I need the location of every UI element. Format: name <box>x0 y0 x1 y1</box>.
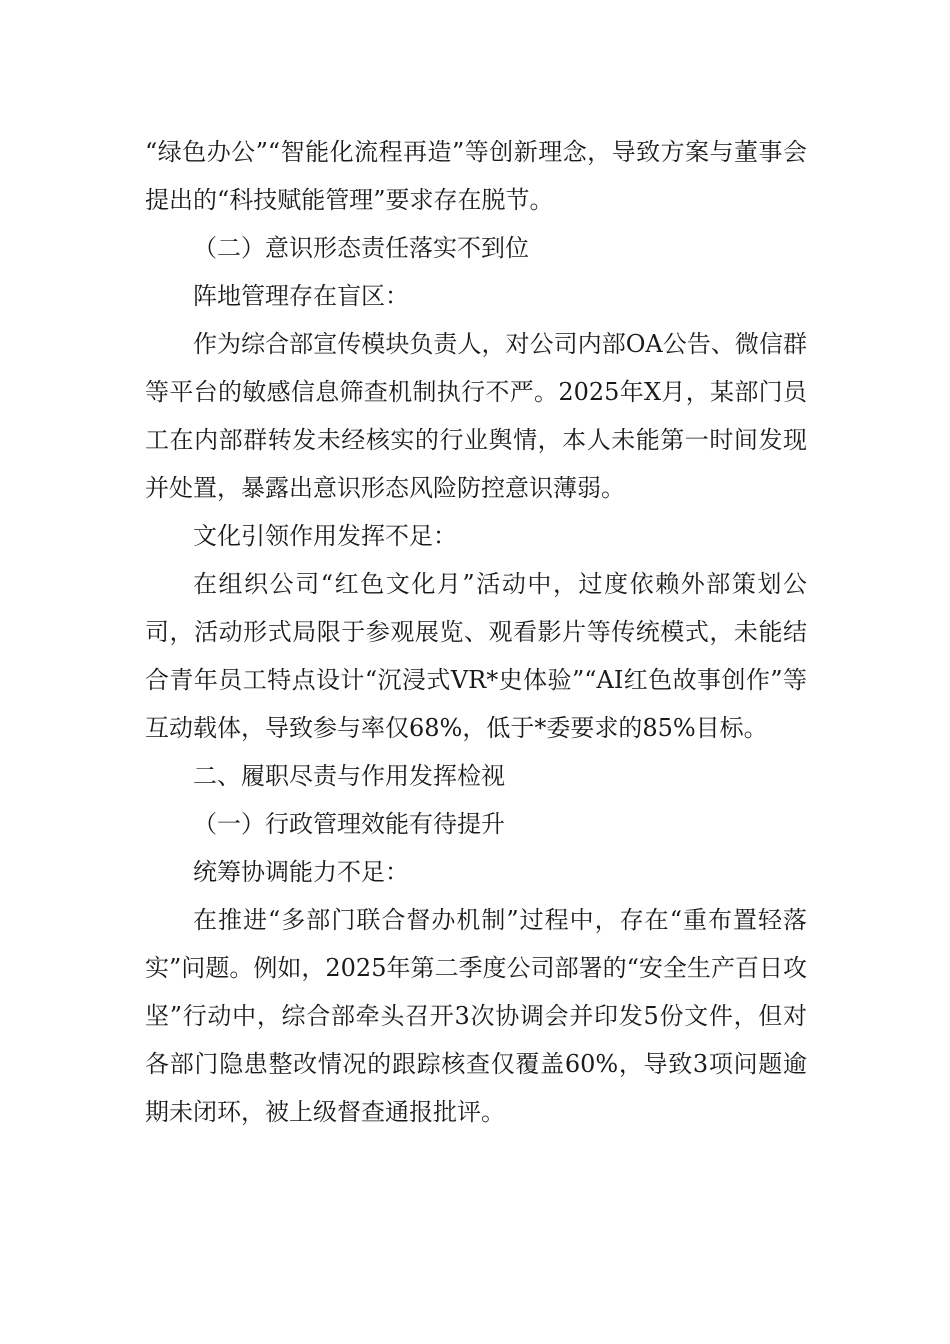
section-heading-duty-review: 二、履职尽责与作用发挥检视 <box>193 762 505 790</box>
document-page <box>145 128 807 1136</box>
point-heading-cultural-leadership: 文化引领作用发挥不足： <box>193 522 457 550</box>
point-heading-position-management: 阵地管理存在盲区： <box>193 282 409 310</box>
paragraph-cultural-leadership: 在组织公司“红色文化月”活动中，过度依赖外部策划公司，活动形式局限于参观展览、观看影片等传统模式，未能结合青年员工特点设计“沉浸式VR*史体验”“AI红色故事创作”等互动载体，导致参与率仅68%，低于*委要求的85%目标。 <box>145 570 807 742</box>
paragraph-coordination: 在推进“多部门联合督办机制”过程中，存在“重布置轻落实”问题。例如，2025年第二季度公司部署的“安全生产百日攻坚”行动中，综合部牵头召开3次协调会并印发5份文件，但对各部门隐患整改情况的跟踪核查仅覆盖60%，导致3项问题逾期未闭环，被上级督查通报批评。 <box>145 906 807 1126</box>
paragraph-continuation: “绿色办公”“智能化流程再造”等创新理念，导致方案与董事会提出的“科技赋能管理”要求存在脱节。 <box>145 138 807 214</box>
paragraph-position-management: 作为综合部宣传模块负责人，对公司内部OA公告、微信群等平台的敏感信息筛查机制执行不严。2025年X月，某部门员工在内部群转发未经核实的行业舆情，本人未能第一时间发现并处置，暴露出意识形态风险防控意识薄弱。 <box>145 330 807 502</box>
subheading-ideology-responsibility: （二）意识形态责任落实不到位 <box>193 234 529 262</box>
point-heading-coordination: 统筹协调能力不足： <box>193 858 409 886</box>
subheading-admin-efficiency: （一）行政管理效能有待提升 <box>193 810 505 838</box>
